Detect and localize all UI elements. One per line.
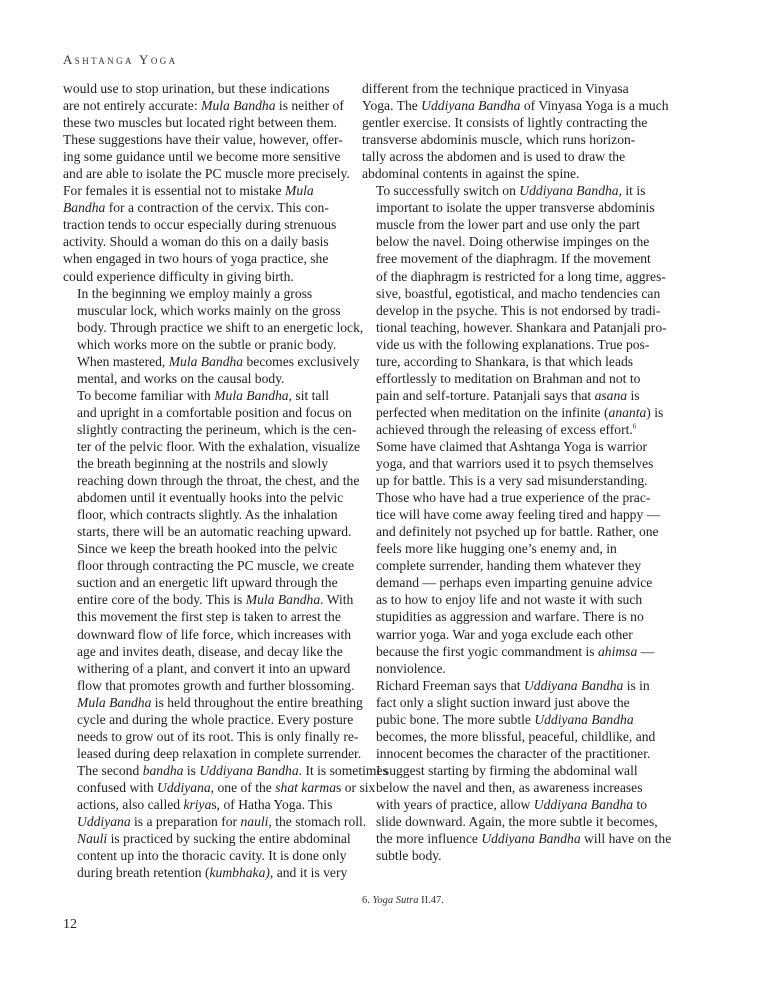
text-line: and upright in a comfortable position and focus on [77, 404, 352, 420]
text-line: age and invites death, disease, and decay like the [77, 643, 343, 659]
text-line: slightly contracting the perineum, which is the cen- [77, 421, 357, 437]
text-line: Nauli is practiced by sucking the entire abdominal [77, 831, 351, 847]
text-line: ture, according to Shankara, is that which leads [376, 353, 634, 369]
paragraph [63, 285, 364, 387]
text-line: demand — perhaps even imparting genuine advice [376, 575, 653, 591]
paragraph [362, 438, 661, 677]
text-line: mental, and works on the causal body. [77, 370, 285, 386]
text-line: are not entirely accurate: Mula Bandha is neither of [63, 98, 344, 114]
text-line: Those who have had a true experience of the prac- [376, 490, 651, 506]
page-number: 12 [63, 917, 77, 932]
right-column [362, 80, 672, 864]
text-line: tional teaching, however. Shankara and Patanjali pro- [376, 319, 667, 335]
paragraph [63, 387, 361, 694]
text-line: fact only a slight suction inward just above the [376, 694, 630, 710]
text-line: Bandha for a contraction of the cervix. This con- [63, 200, 329, 216]
text-line: warrior yoga. War and yoga exclude each other [376, 626, 633, 642]
text-line: reaching down through the throat, the chest, and the [77, 473, 360, 489]
footnote: 6. Yoga Sutra II.47. [362, 895, 444, 906]
text-line: entire core of the body. This is Mula Bandha. With [77, 592, 354, 608]
text-line: achieved through the releasing of excess effort.$^6$ [376, 421, 637, 437]
text-line: as to how to enjoy life and not waste it with such [376, 592, 643, 608]
text-line: In the beginning we employ mainly a gross [77, 285, 313, 301]
text-line: abdomen until it eventually hooks into the pelvic [77, 490, 344, 506]
text-line: becomes, the more blissful, peaceful, childlike, and [376, 728, 656, 744]
text-line: complete surrender, handing them whatever they [376, 558, 642, 574]
text-line: different from the technique practiced in Vinyasa [362, 81, 629, 96]
text-line: effortlessly to meditation on Brahman and not to [376, 370, 641, 386]
text-line: To successfully switch on Uddiyana Bandha, it is [376, 183, 646, 199]
text-line: muscular lock, which works mainly on the gross [77, 302, 341, 318]
text-line: free movement of the diaphragm. If the movement [376, 251, 651, 267]
text-line: Yoga. The Uddiyana Bandha of Vinyasa Yoga is a much [362, 98, 669, 114]
text-line: confused with Uddiyana, one of the shat karmas or six [77, 779, 376, 795]
text-line: activity. Should a woman do this on a daily basis [63, 234, 329, 250]
text-line: muscle from the lower part and use only the part [376, 217, 640, 233]
text-line: floor, which contracts slightly. As the inhalation [77, 507, 338, 523]
paragraph [362, 80, 669, 182]
text-line: of the diaphragm is restricted for a long time, aggres- [376, 268, 666, 284]
text-line: up for battle. This is a very sad misunderstanding. [376, 473, 648, 489]
text-line: content up into the thoracic cavity. It is done only [77, 848, 347, 864]
text-line: subtle body. [376, 848, 442, 864]
text-line: these two muscles but located right between them. [63, 115, 338, 131]
text-line: below the navel and then, as awareness increases [376, 779, 643, 795]
text-line: yoga, and that warriors used it to psych themselves [376, 456, 654, 472]
text-line: slide downward. Again, the more subtle it becomes, [376, 814, 658, 830]
paragraph [362, 182, 667, 438]
text-line: To become familiar with Mula Bandha, sit tall [77, 387, 330, 403]
text-line: and definitely not psyched up for battle. Rather, one [376, 524, 659, 540]
text-line: pubic bone. The more subtle Uddiyana Bandha [376, 711, 634, 727]
left-column [63, 80, 388, 881]
text-line: gentler exercise. It consists of lightly contracting the [362, 115, 648, 131]
running-head: Ashtanga Yoga [63, 52, 178, 67]
text-line: feels more like hugging one’s enemy and, in [376, 541, 617, 557]
text-line: ing some guidance until we become more sensitive [63, 149, 341, 165]
text-line: needs to grow out of its root. This is only finally re- [77, 728, 359, 744]
text-line: When mastered, Mula Bandha becomes exclusively [77, 353, 360, 369]
text-line: downward flow of life force, which increases with [77, 626, 352, 642]
text-line: suction and an energetic lift upward through the [77, 575, 338, 591]
text-line: the more influence Uddiyana Bandha will have on the [376, 831, 672, 847]
text-line: vide us with the following explanations. True pos- [376, 336, 650, 352]
text-line: tally across the abdomen and is used to draw the [362, 149, 626, 165]
text-line: this movement the first step is taken to arrest the [77, 609, 341, 625]
text-line: Uddiyana is a preparation for nauli, the stomach roll. [77, 814, 367, 830]
text-line: develop in the psyche. This is not endorsed by tradi- [376, 302, 661, 318]
text-line: stupidities as aggression and warfare. There is no [376, 609, 644, 625]
text-line: nonviolence. [376, 660, 446, 676]
text-line: leased during deep relaxation in complete surrender. [77, 745, 362, 761]
text-line: Richard Freeman says that Uddiyana Bandha is in [376, 677, 650, 693]
text-line: floor through contracting the PC muscle, we create [77, 558, 355, 574]
text-line: because the first yogic commandment is ahimsa — [376, 643, 655, 659]
text-line: body. Through practice we shift to an energetic lock, [77, 319, 364, 335]
text-line: perfected when meditation on the infinite (ananta) is [376, 404, 664, 420]
text-line: transverse abdominis muscle, which runs horizon- [362, 132, 636, 148]
text-line: could experience difficulty in giving birth. [63, 268, 294, 284]
text-line: traction tends to occur especially during strenuous [63, 217, 337, 233]
text-line: when engaged in two hours of yoga practice, she [63, 251, 329, 267]
text-line: The second bandha is Uddiyana Bandha. It is sometimes [77, 762, 388, 778]
text-line: important to isolate the upper transverse abdominis [376, 200, 655, 216]
text-line: Some have claimed that Ashtanga Yoga is warrior [376, 438, 648, 454]
text-line: during breath retention (kumbhaka), and it is very [77, 865, 348, 881]
text-line: pain and self-torture. Patanjali says that asana is [376, 387, 640, 403]
paragraph [63, 80, 350, 285]
text-line: tice will have come away feeling tired and happy — [376, 507, 661, 523]
text-line: abdominal contents in against the spine. [362, 166, 580, 182]
text-line: actions, also called kriyas, of Hatha Yoga. This [77, 796, 333, 812]
paragraph [63, 694, 388, 882]
text-line: ter of the pelvic floor. With the exhalation, visualize [77, 438, 361, 454]
text-line: For females it is essential not to mistake Mula [63, 183, 314, 199]
text-line: Since we keep the breath hooked into the pelvic [77, 541, 338, 557]
text-line: sive, boastful, egotistical, and macho tendencies can [376, 285, 661, 301]
text-line: with years of practice, allow Uddiyana Bandha to [376, 796, 648, 812]
text-line: withering of a plant, and convert it into an upward [77, 660, 351, 676]
text-line: Mula Bandha is held throughout the entire breathing [77, 694, 363, 710]
text-line: cycle and during the whole practice. Every posture [77, 711, 354, 727]
paragraph [362, 677, 672, 865]
text-line: innocent becomes the character of the practitioner. [376, 745, 651, 761]
text-line: would use to stop urination, but these indications [63, 81, 330, 96]
text-line: flow that promotes growth and further blossoming. [77, 677, 355, 693]
text-line: I suggest starting by firming the abdominal wall [376, 762, 638, 778]
text-line: and are able to isolate the PC muscle more precisely. [63, 166, 350, 182]
text-line: the breath beginning at the nostrils and slowly [77, 456, 329, 472]
text-line: starts, there will be an automatic reaching upward. [77, 524, 352, 540]
text-line: These suggestions have their value, however, offer- [63, 132, 343, 148]
text-line: which works more on the subtle or pranic body. [77, 336, 337, 352]
text-line: below the navel. Doing otherwise impinges on the [376, 234, 650, 250]
